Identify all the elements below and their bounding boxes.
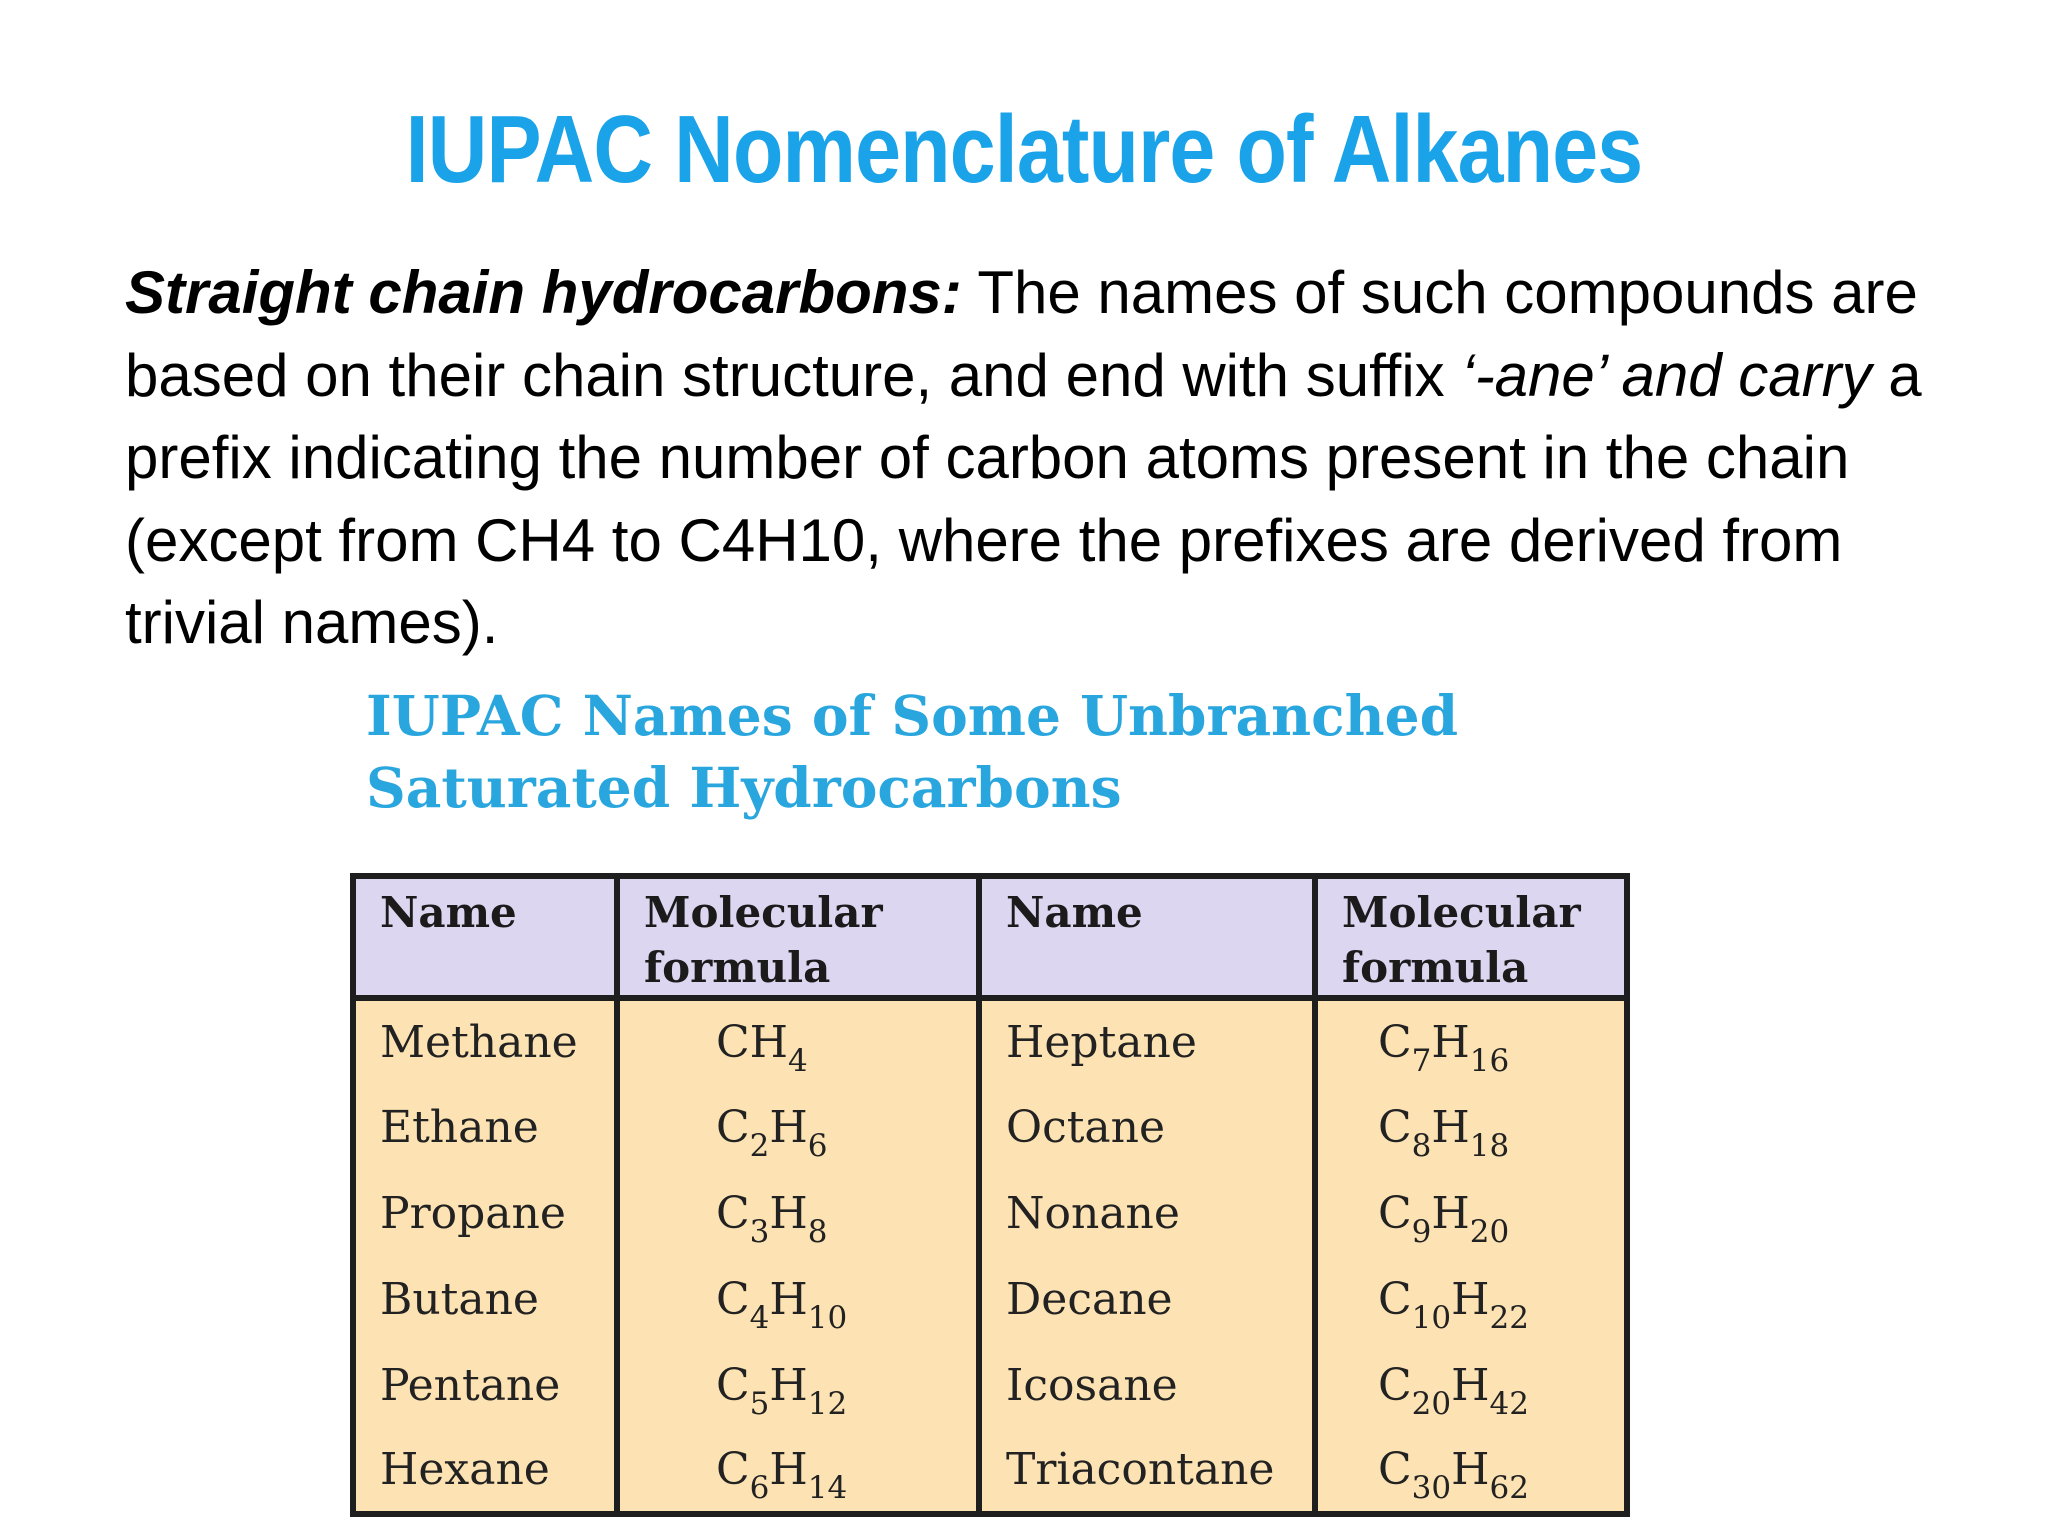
table-row (353, 1428, 1627, 1514)
header-formula-right: Molecular formula (1315, 876, 1627, 998)
formula-cell-left (617, 1342, 979, 1428)
formula-hydrogen: H (769, 1359, 808, 1411)
formula-carbon-count: 4 (749, 1299, 770, 1336)
paragraph-text-part2: a prefix indicating the number of carbon atoms present in the chain (except from CH4 to C4H10, where the prefixes are derived from trivial names). (125, 341, 1922, 656)
name-cell-right: Heptane (979, 998, 1315, 1084)
table-heading-line1: IUPAC Names of Some Unbranched (366, 683, 1459, 748)
formula-cell-right (1315, 1428, 1627, 1514)
formula-carbon-count: 20 (1411, 1385, 1452, 1422)
formula-hydrogen-count: 22 (1489, 1299, 1529, 1336)
header-name-right: Name (979, 876, 1315, 998)
formula-hydrogen-count: 16 (1469, 1043, 1510, 1079)
formula-hydrogen-count: 42 (1489, 1385, 1529, 1422)
name-cell-right: Triacontane (979, 1428, 1315, 1514)
table-heading (366, 680, 1666, 824)
formula-carbon: C (1378, 1273, 1412, 1325)
formula-hydrogen-count: 8 (807, 1213, 828, 1250)
formula-cell-right (1315, 1084, 1627, 1170)
formula-carbon-count: 5 (749, 1385, 770, 1422)
formula-carbon-count: 2 (749, 1127, 770, 1164)
formula-hydrogen: H (769, 1187, 808, 1239)
header-formula-left: Molecular formula (617, 876, 979, 998)
formula-cell-right (1315, 1342, 1627, 1428)
formula-carbon: C (1378, 1101, 1412, 1153)
formula-hydrogen-count: 10 (807, 1299, 848, 1336)
formula-hydrogen-count: 4 (788, 1043, 808, 1079)
name-cell-right: Decane (979, 1256, 1315, 1342)
formula-carbon-count: 30 (1411, 1470, 1452, 1506)
formula-cell-left (617, 1084, 979, 1170)
formula-cell-right (1315, 1256, 1627, 1342)
formula-hydrogen-count: 12 (807, 1385, 848, 1422)
formula-carbon: C (1378, 1187, 1412, 1239)
formula-hydrogen-count: 62 (1489, 1470, 1529, 1506)
formula-cell-right (1315, 1170, 1627, 1256)
formula-cell-left (617, 998, 979, 1084)
formula-hydrogen: H (769, 1273, 808, 1325)
formula-hydrogen: H (1431, 1101, 1470, 1153)
name-cell-left: Propane (353, 1170, 617, 1256)
alkanes-table (350, 873, 1630, 1517)
table-row (353, 1084, 1627, 1170)
table-row (353, 1342, 1627, 1428)
formula-hydrogen-count: 18 (1469, 1127, 1510, 1164)
formula-hydrogen: H (1431, 1017, 1470, 1068)
formula-carbon: C (1378, 1017, 1412, 1068)
formula-hydrogen: H (1451, 1444, 1490, 1495)
formula-carbon: C (716, 1101, 750, 1153)
formula-hydrogen-count: 6 (807, 1127, 828, 1164)
formula-hydrogen: H (769, 1444, 808, 1495)
formula-carbon-count: 3 (749, 1213, 770, 1250)
table-body (353, 998, 1627, 1514)
formula-carbon: CH (716, 1017, 789, 1068)
formula-carbon: C (1378, 1444, 1412, 1495)
formula-carbon: C (716, 1273, 750, 1325)
name-cell-left: Butane (353, 1256, 617, 1342)
formula-cell-left (617, 1256, 979, 1342)
formula-carbon-count: 10 (1411, 1299, 1452, 1336)
slide-title: IUPAC Nomenclature of Alkanes (405, 96, 1643, 203)
name-cell-right: Nonane (979, 1170, 1315, 1256)
formula-carbon-count: 8 (1411, 1127, 1432, 1164)
header-name-left: Name (353, 876, 617, 998)
formula-cell-right (1315, 998, 1627, 1084)
name-cell-right: Octane (979, 1084, 1315, 1170)
paragraph-lead: Straight chain hydrocarbons: (125, 259, 962, 326)
formula-hydrogen-count: 14 (807, 1470, 848, 1506)
name-cell-left: Pentane (353, 1342, 617, 1428)
name-cell-right: Icosane (979, 1342, 1315, 1428)
table-heading-line2: Saturated Hydrocarbons (366, 755, 1122, 820)
formula-cell-left (617, 1170, 979, 1256)
formula-hydrogen-count: 20 (1469, 1213, 1510, 1250)
table-row (353, 1170, 1627, 1256)
formula-carbon: C (716, 1187, 750, 1239)
name-cell-left: Hexane (353, 1428, 617, 1514)
formula-hydrogen: H (769, 1101, 808, 1153)
table-header-row (353, 876, 1627, 998)
name-cell-left: Methane (353, 998, 617, 1084)
formula-carbon: C (716, 1359, 750, 1411)
formula-carbon: C (1378, 1359, 1412, 1411)
body-paragraph (125, 252, 1965, 665)
formula-hydrogen: H (1451, 1273, 1490, 1325)
table-row (353, 998, 1627, 1084)
formula-carbon-count: 6 (749, 1470, 770, 1506)
paragraph-italic-part: ‘-ane’ and carry (1461, 341, 1872, 409)
name-cell-left: Ethane (353, 1084, 617, 1170)
formula-hydrogen: H (1431, 1187, 1470, 1239)
formula-carbon-count: 9 (1411, 1213, 1432, 1250)
table-row (353, 1256, 1627, 1342)
formula-hydrogen: H (1451, 1359, 1490, 1411)
formula-carbon: C (716, 1444, 750, 1495)
formula-cell-left (617, 1428, 979, 1514)
paragraph-text-part1: The names of such compounds are based on their chain structure, and end with suffix (125, 259, 1918, 409)
formula-carbon-count: 7 (1411, 1043, 1432, 1079)
